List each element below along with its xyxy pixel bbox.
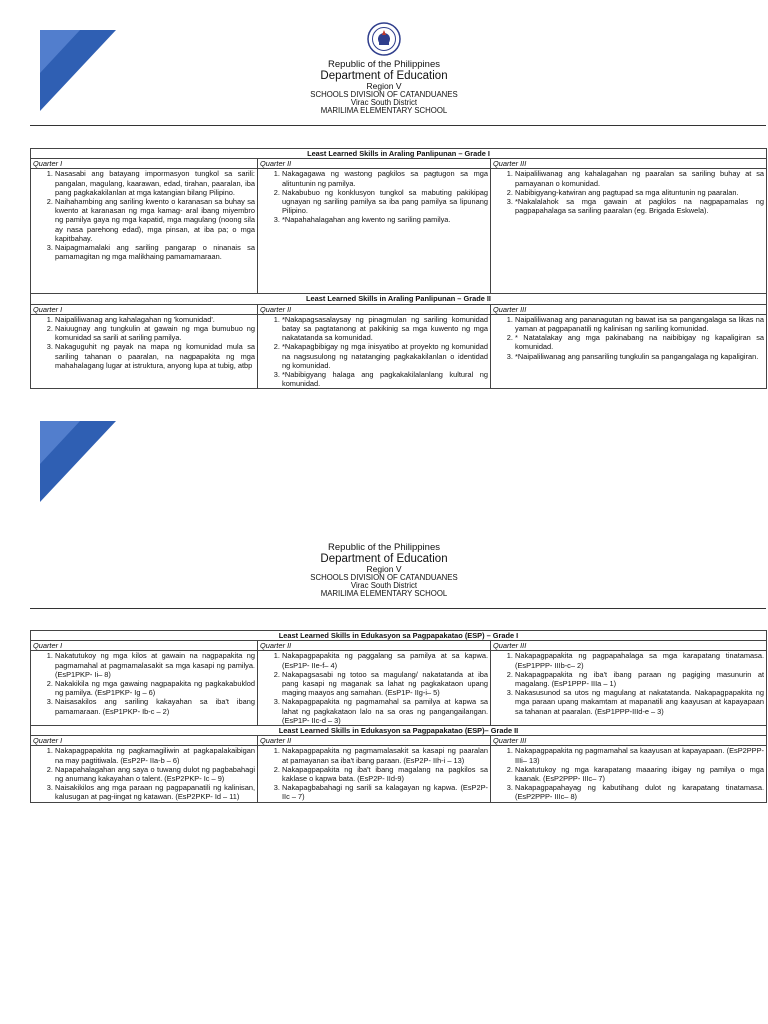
list-item: 2. Nakabubuo ng konklusyon tungkol sa mabuting pakikipag ugnayan ng sariling pamilya sa iba pang pamilya sa lipunang Pilipino. [282, 188, 488, 216]
division-line: SCHOOLS DIVISION OF CATANDUANES [310, 89, 458, 99]
skills-cell [258, 746, 491, 802]
letterhead [0, 543, 768, 598]
skills-cell [491, 746, 767, 802]
quarter-header: Quarter III [491, 159, 767, 169]
table-title: Least Learned Skills in Edukasyon sa Pagpapakatao (ESP) – Grade I [31, 631, 767, 641]
school-line: MARILIMA ELEMENTARY SCHOOL [320, 106, 448, 116]
quarter-header: Quarter II [258, 304, 491, 314]
list-item: 1. Nakagagawa ng wastong pagkilos sa pagtugon sa mga alituntunin ng pamilya. [282, 169, 488, 187]
quarter-header: Quarter I [31, 304, 258, 314]
list-item: 2. Naihahambing ang sariling kwento o karanasan sa buhay sa kwento at karanasan ng mga kamag- aral ibang miyembro ng pamilya gaya ng mga kapatid, mga magulang (noong sila ay nasa parehong edad), mga pinsan, at iba pa; o mga kapitbahay. [55, 197, 255, 243]
list-item: 2. Nakapagsasabi ng totoo sa magulang/ nakatatanda at iba pang kasapi ng maganak sa lahat ng pagkakataon upang maging maayos ang samahan. (EsP1P- IIg-i– 5) [282, 670, 488, 698]
list-item: 1. Nakapagpapakita ng pagmamalasakit sa kasapi ng paaralan at pamayanan sa iba't ibang paraan. (EsP2P- IIh-i – 13) [282, 746, 488, 764]
skills-cell [31, 169, 258, 294]
region-line: Region V [366, 564, 402, 575]
quarter-header: Quarter III [491, 641, 767, 651]
quarter-header: Quarter II [258, 736, 491, 746]
list-item: 2. Nakapagpapakita ng iba't ibang paraan ng pagiging masunurin at magalang. (EsP1PPP- IIIa – 1) [515, 670, 764, 688]
list-item: 1. Nakapagpapakita ng pagmamahal sa kaayusan at kapayapaan. (EsP2PPP- IIIi– 13) [515, 746, 764, 764]
list-item: 1. Nasasabi ang batayang impormasyon tungkol sa sarili: pangalan, magulang, kaarawan, edad, tirahan, paaralan, iba pang pagkakakilanlan at mga katangian bilang Pilipino. [55, 169, 255, 197]
list-item: 2. Napapahalagahan ang saya o tuwang dulot ng pagbabahagi ng anumang kakayahan o talent. (EsP2PKP- Ic – 9) [55, 765, 255, 783]
deped-seal-icon [367, 22, 401, 56]
table-title: Least Learned Skills in Araling Panlipunan – Grade II [31, 294, 767, 304]
letterhead [0, 60, 768, 115]
list-item: 3. Nakasusunod sa utos ng magulang at nakatatanda. Nakapagpapakita ng mga paraan upang makamtam at mapanatili ang kaayusan at kapayapaan sa tahanan at paaralan. (EsP1PPP-IIId-e – 3) [515, 688, 764, 716]
list-item: 3. Nakaguguhit ng payak na mapa ng komunidad mula sa sariling tahanan o paaralan, na nagpapakita ng mga mahahalagang lugar at istruktura, anyong lupa at tubig, atbp [55, 342, 255, 370]
list-item: 3. Nakapagbabahagi ng sarili sa kalagayan ng kapwa. (EsP2P- IIc – 7) [282, 783, 488, 801]
table-title: Least Learned Skills in Edukasyon sa Pagpapakatao (ESP)– Grade II [31, 726, 767, 736]
skills-cell [31, 314, 258, 389]
list-item: 2. * Natatalakay ang mga pakinabang na naibibigay ng kapaligiran sa komunidad. [515, 333, 764, 351]
quarter-header: Quarter II [258, 159, 491, 169]
skills-cell [258, 651, 491, 726]
region-line: Region V [366, 81, 402, 92]
republic-line: Republic of the Philippines [328, 542, 440, 553]
quarter-header: Quarter II [258, 641, 491, 651]
esp-skills-table [30, 630, 767, 803]
list-item: 3. Naisakikilos ang mga paraan ng pagpapanatili ng kalinisan, kalusugan at pag-iingat ng katawan. (EsP2PKP- Id – 11) [55, 783, 255, 801]
list-item: 3. *Napahahalagahan ang kwento ng sariling pamilya. [282, 215, 488, 224]
list-item: 3. *Naipaliliwanag ang pansariling tungkulin sa pangangalaga ng kapaligiran. [515, 352, 764, 361]
corner-triangle-icon [40, 421, 116, 502]
header-divider [30, 608, 766, 609]
list-item: 2. Nakakikila ng mga gawaing nagpapakita ng pagkakabuklod ng pamilya. (EsP1PKP- Ig – 6) [55, 679, 255, 697]
quarter-header: Quarter I [31, 736, 258, 746]
list-item: 3. Naipagmamalaki ang sariling pangarap o ninanais sa pamamagitan ng mga malikhaing pamamamaraan. [55, 243, 255, 261]
header-divider [30, 125, 766, 126]
ap-skills-table [30, 148, 767, 389]
quarter-header: Quarter III [491, 304, 767, 314]
division-line: SCHOOLS DIVISION OF CATANDUANES [310, 572, 458, 582]
list-item: 1. Nakatutukoy ng mga kilos at gawain na nagpapakita ng pagmamahal at pagmamalasakit sa mga kasapi ng pamilya. (EsP1PKP- Ii– 8) [55, 651, 255, 679]
list-item: 1. Naipaliliwanag ang kahalagahan ng 'komunidad'. [55, 315, 255, 324]
school-line: MARILIMA ELEMENTARY SCHOOL [320, 589, 448, 599]
republic-line: Republic of the Philippines [328, 59, 440, 70]
skills-cell [491, 314, 767, 389]
department-line: Department of Education [320, 69, 448, 82]
quarter-header: Quarter I [31, 641, 258, 651]
list-item: 1. Naipaliliwanag ang kahalagahan ng paaralan sa sariling buhay at sa pamayanan o komunidad. [515, 169, 764, 187]
list-item: 1. Naipaliliwanag ang pananagutan ng bawat isa sa pangangalaga sa likas na yaman at pagpapanatili ng kalinisan ng sariling komunidad. [515, 315, 764, 333]
list-item: 1. Nakapagpapakita ng pagkamagiliwin at pagkapalakaibigan na may pagtitiwala. (EsP2P- IIa-b – 6) [55, 746, 255, 764]
list-item: 2. Nakapagpapakita ng iba't ibang magalang na pagkilos sa kaklase o kapwa bata. (EsP2P- IId-9) [282, 765, 488, 783]
district-line: Virac South District [350, 98, 418, 108]
list-item: 2. Nabibigyang-katwiran ang pagtupad sa mga alituntunin ng paaralan. [515, 188, 764, 197]
skills-cell [31, 746, 258, 802]
list-item: 3. *Nabibigyang halaga ang pagkakakilalanlang kultural ng komunidad. [282, 370, 488, 388]
list-item: 3. *Nakalalahok sa mga gawain at pagkilos na nagpapamalas ng pagpapahalaga sa sariling paaralan (eg. Brigada Eskwela). [515, 197, 764, 215]
list-item: 1. Nakapagpapakita ng paggalang sa pamilya at sa kapwa. (EsP1P- IIe-f– 4) [282, 651, 488, 669]
list-item: 2. Naiuugnay ang tungkulin at gawain ng mga bumubuo ng komunidad sa sarili at sariling pamilya. [55, 324, 255, 342]
list-item: 3. Naisasakilos ang sariling kakayahan sa iba't ibang pamamaraan. (EsP1PKP- Ib-c – 2) [55, 697, 255, 715]
table-title: Least Learned Skills in Araling Panlipunan – Grade I [31, 149, 767, 159]
quarter-header: Quarter I [31, 159, 258, 169]
list-item: 2. Nakatutukoy ng mga karapatang maaaring ibigay ng pamilya o mga kaanak. (EsP2PPP- IIIc– 7) [515, 765, 764, 783]
list-item: 3. Nakapagpapahayag ng kabutihang dulot ng karapatang tinatamasa. (EsP2PPP- IIIc– 8) [515, 783, 764, 801]
skills-cell [491, 651, 767, 726]
skills-cell [258, 169, 491, 294]
list-item: 2. *Nakapagbibigay ng mga inisyatibo at proyekto ng komunidad na nagsusulong ng natatanging pagkakakilanlan o identidad ng komunidad. [282, 342, 488, 370]
list-item: 1. Nakapagpapakita ng pagpapahalaga sa mga karapatang tinatamasa. (EsP1PPP- IIIb-c– 2) [515, 651, 764, 669]
list-item: 3. Nakapagpapakita ng pagmamahal sa pamilya at kapwa sa lahat ng pagkakataon lalo na sa oras ng pangangailangan. (EsP1P- IIc-d – 3) [282, 697, 488, 725]
quarter-header: Quarter III [491, 736, 767, 746]
list-item: 1. *Nakapagsasalaysay ng pinagmulan ng sariling komunidad batay sa pagtatanong at pakikinig sa mga kuwento ng mga nakatatanda sa komunidad. [282, 315, 488, 343]
district-line: Virac South District [350, 581, 418, 591]
department-line: Department of Education [320, 552, 448, 565]
skills-cell [258, 314, 491, 389]
skills-cell [31, 651, 258, 726]
skills-cell [491, 169, 767, 294]
